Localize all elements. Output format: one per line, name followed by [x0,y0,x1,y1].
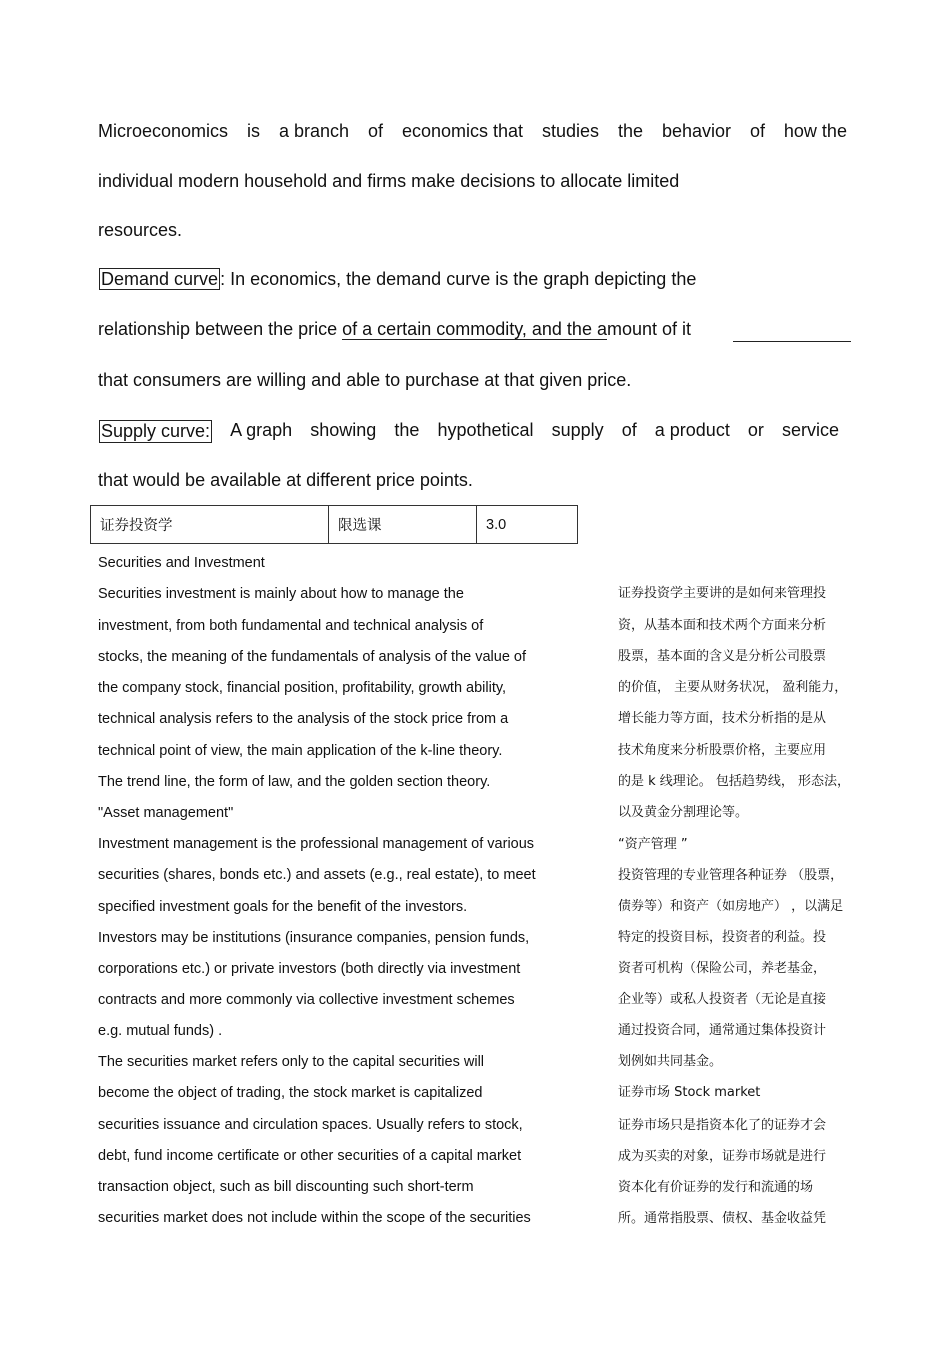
chinese-line: 的价值， 主要从财务状况， 盈利能力， [618,680,848,695]
chinese-line: 所。通常指股票、债权、基金收益凭 [618,1211,827,1226]
english-line: "Asset management" [98,805,234,821]
course-name-cell: 证券投资学 [91,506,329,544]
chinese-line: 通过投资合同，通常通过集体投资计 [618,1023,827,1038]
word: behavior [661,121,731,141]
intro-line-2: individual modern household and firms make decisions to allocate limited [98,171,680,191]
chinese-line: 资本化有价证券的发行和流通的场 [618,1180,814,1195]
word: A graph [230,420,293,440]
english-line: technical point of view, the main application of the k-line theory. [98,743,503,759]
chinese-line: 债券等）和资产（如房地产） ，以满足 [618,899,844,914]
word: of [621,420,637,440]
word: or [747,420,764,440]
chinese-line: 股票，基本面的含义是分析公司股票 [618,649,827,664]
english-line: securities market does not include within the scope of the securities [98,1210,531,1226]
word: hypothetical [437,420,534,440]
english-line: investment, from both fundamental and technical analysis of [98,618,484,634]
english-line: e.g. mutual funds) . [98,1023,223,1039]
word: a product [654,420,730,440]
demand-term: Demand curve [101,269,219,289]
demand-line-2 [98,319,691,340]
english-line: Securities and Investment [98,555,265,571]
chinese-line: 成为买卖的对象，证券市场就是进行 [618,1149,827,1164]
word: Microeconomics [98,121,229,141]
demand-line-1 [99,269,696,290]
demand-line-3: that consumers are willing and able to purchase at that given price. [98,370,632,390]
word: how the [783,121,847,141]
word: of [749,121,765,141]
course-type-cell: 限选课 [329,506,477,544]
chinese-line: 特定的投资目标，投资者的利益。投 [618,930,827,945]
chinese-line: 证券市场 Stock market [618,1085,761,1100]
english-line: specified investment goals for the benefit of the investors. [98,899,468,915]
intro-line-3: resources. [98,220,183,240]
english-line: transaction object, such as bill discounting such short-term [98,1179,474,1195]
blank-line [733,341,851,342]
word: economics that [401,121,523,141]
demand-underlined-text: of a certain commodity, and the a [342,319,607,339]
chinese-line: “资产管理 ” [618,837,688,852]
chinese-line: 证券投资学主要讲的是如何来管理投 [618,586,827,601]
english-line: securities issuance and circulation spaces. Usually refers to stock, [98,1117,523,1133]
english-line: Securities investment is mainly about how to manage the [98,586,464,602]
english-line: Investment management is the professional management of various [98,836,535,852]
chinese-line: 资者可机构（保险公司，养老基金， [618,961,827,976]
word: the [394,420,420,440]
word: studies [541,121,599,141]
chinese-line: 企业等）或私人投资者（无论是直接 [618,992,827,1007]
english-line: debt, fund income certificate or other securities of a capital market [98,1148,522,1164]
english-line: corporations etc.) or private investors (both directly via investment [98,961,521,977]
supply-term: Supply curve: [101,421,211,441]
demand-definition-start: : In economics, the demand curve is the graph depicting the [220,269,697,289]
chinese-line: 资，从基本面和技术两个方面来分析 [618,618,827,633]
intro-line-1 [98,121,847,142]
english-line: Investors may be institutions (insurance companies, pension funds, [98,930,530,946]
chinese-line: 证券市场只是指资本化了的证券才会 [618,1118,827,1133]
course-table [90,505,578,544]
english-line: The securities market refers only to the capital securities will [98,1054,485,1070]
chinese-line: 划例如共同基金。 [618,1054,723,1069]
chinese-line: 的是 k 线理论。 包括趋势线， 形态法， [618,774,851,789]
english-line: securities (shares, bonds etc.) and assets (e.g., real estate), to meet [98,867,536,883]
word: of [367,121,383,141]
supply-line-2: that would be available at different price points. [98,470,473,490]
demand-text-c: mount of it [606,319,692,339]
chinese-line: 投资管理的专业管理各种证券 （股票， [618,868,844,883]
english-line: contracts and more commonly via collective investment schemes [98,992,515,1008]
english-line: the company stock, financial position, profitability, growth ability, [98,680,507,696]
word: a branch [278,121,350,141]
word: is [247,121,260,141]
english-line: The trend line, the form of law, and the golden section theory. [98,774,491,790]
chinese-line: 以及黄金分割理论等。 [618,805,749,820]
word: showing [310,420,377,440]
chinese-line: 增长能力等方面，技术分析指的是从 [618,711,827,726]
demand-text-a: relationship between the price [98,319,343,339]
english-line: become the object of trading, the stock market is capitalized [98,1085,483,1101]
table-row [91,506,578,544]
supply-line-1 [99,420,839,443]
english-line: stocks, the meaning of the fundamentals of analysis of the value of [98,649,527,665]
course-credits-cell: 3.0 [477,506,578,544]
english-line: technical analysis refers to the analysis of the stock price from a [98,711,509,727]
word: supply [551,420,604,440]
word: service [781,420,839,440]
word: the [617,121,643,141]
chinese-line: 技术角度来分析股票价格，主要应用 [618,743,827,758]
